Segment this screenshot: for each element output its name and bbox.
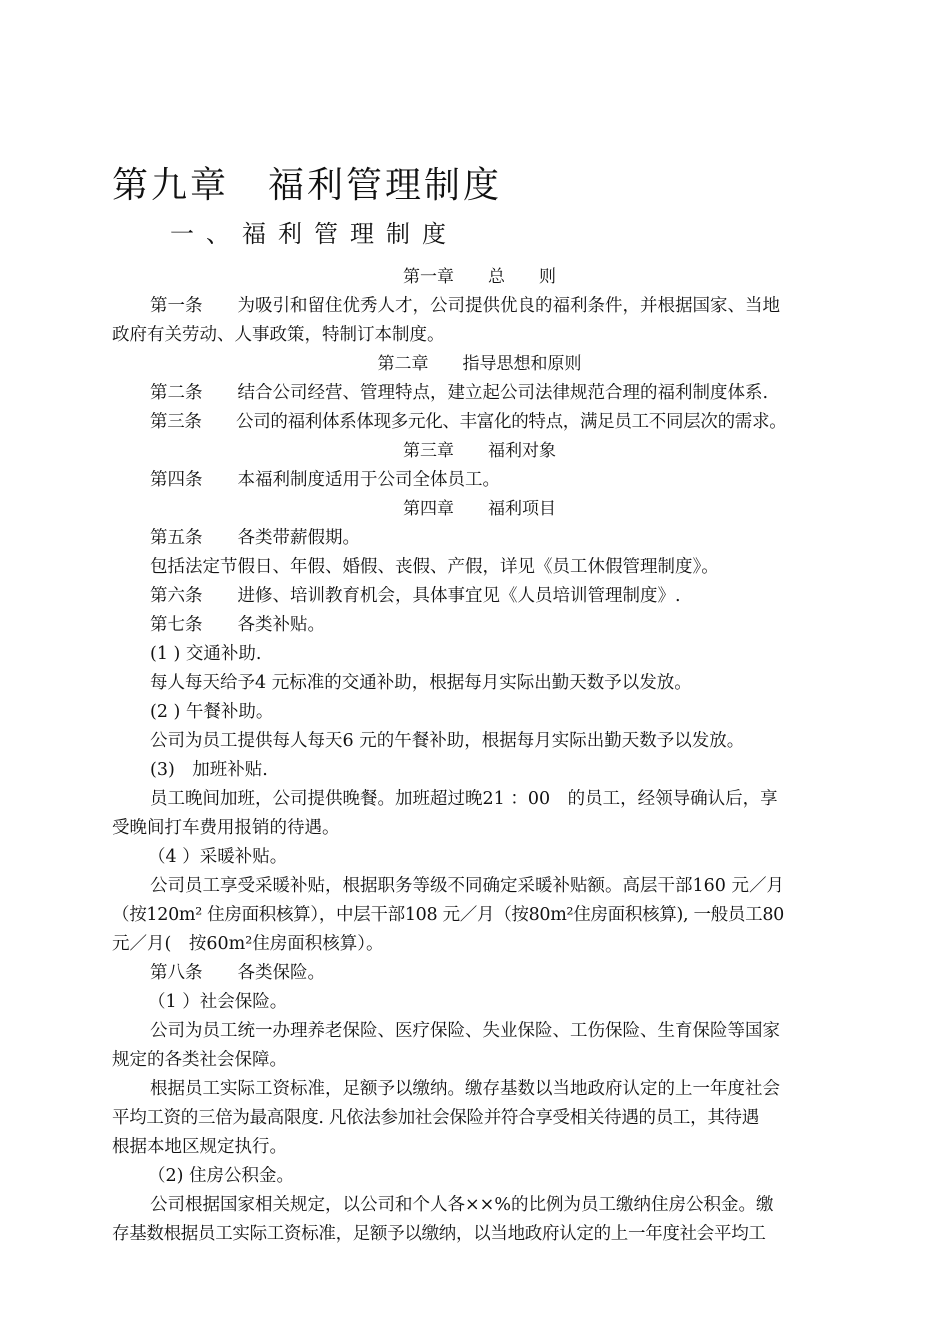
section-title: 一、福利管理制度 xyxy=(170,220,458,248)
article-line: 包括法定节假日、年假、婚假、丧假、产假，详见《员工休假管理制度》。 xyxy=(150,557,719,577)
article-line: （按120m² 住房面积核算），中层干部108 元／月（按80m²住房面积核算), 一般员工80 xyxy=(112,905,784,925)
article-line: 平均工资的三倍为最高限度. 凡依法参加社会保险并符合享受相关待遇的员工，其待遇 xyxy=(112,1108,759,1128)
article-line: 公司为员工统一办理养老保险、医疗保险、失业保险、工伤保险、生育保险等国家 xyxy=(150,1021,780,1041)
article-line: （1 ）社会保险。 xyxy=(148,992,288,1012)
article-line: 政府有关劳动、人事政策，特制订本制度。 xyxy=(112,325,445,345)
article-line: 第三条 公司的福利体系体现多元化、丰富化的特点，满足员工不同层次的需求。 xyxy=(150,412,787,432)
article-line: （2) 住房公积金。 xyxy=(148,1166,295,1186)
document-body xyxy=(112,263,847,1249)
article-line: 第六条 进修、培训教育机会，具体事宜见《人员培训管理制度》. xyxy=(150,586,681,606)
article-line: (2 ) 午餐补助。 xyxy=(150,702,274,722)
article-line: (3) 加班补贴. xyxy=(150,760,268,780)
document-title: 第九章 福利管理制度 xyxy=(112,165,503,206)
article-line: 每人每天给予4 元标准的交通补助，根据每月实际出勤天数予以发放。 xyxy=(150,673,692,693)
article-line: 根据员工实际工资标准，足额予以缴纳。缴存基数以当地政府认定的上一年度社会 xyxy=(150,1079,780,1099)
article-line: 员工晚间加班，公司提供晚餐。加班超过晚21 ：00 的员工，经领导确认后，享 xyxy=(150,789,778,809)
article-line: （4 ）采暖补贴。 xyxy=(148,847,288,867)
chapter-heading: 第三章 福利对象 xyxy=(403,441,556,461)
article-line: 根据本地区规定执行。 xyxy=(112,1137,287,1157)
chapter-heading: 第二章 指导思想和原则 xyxy=(377,354,582,374)
article-line: 第一条 为吸引和留住优秀人才，公司提供优良的福利条件，并根据国家、当地 xyxy=(150,296,780,316)
article-line: 存基数根据员工实际工资标准，足额予以缴纳，以当地政府认定的上一年度社会平均工 xyxy=(112,1224,766,1244)
article-line: 第五条 各类带薪假期。 xyxy=(150,528,360,548)
article-line: 受晚间打车费用报销的待遇。 xyxy=(112,818,340,838)
article-line: 公司为员工提供每人每天6 元的午餐补助，根据每月实际出勤天数予以发放。 xyxy=(150,731,745,751)
article-line: 第七条 各类补贴。 xyxy=(150,615,325,635)
chapter-heading: 第四章 福利项目 xyxy=(403,499,556,519)
article-line: 公司根据国家相关规定，以公司和个人各××%的比例为员工缴纳住房公积金。缴 xyxy=(150,1195,774,1215)
article-line: 第二条 结合公司经营、管理特点，建立起公司法律规范合理的福利制度体系. xyxy=(150,383,769,403)
chapter-heading: 第一章 总 则 xyxy=(403,267,556,287)
article-line: 公司员工享受采暖补贴，根据职务等级不同确定采暖补贴额。高层干部160 元／月 xyxy=(150,876,784,896)
article-line: 规定的各类社会保障。 xyxy=(112,1050,287,1070)
article-line: (1 ) 交通补助. xyxy=(150,644,262,664)
article-line: 第四条 本福利制度适用于公司全体员工。 xyxy=(150,470,500,490)
article-line: 第八条 各类保险。 xyxy=(150,963,325,983)
article-line: 元／月( 按60m²住房面积核算）。 xyxy=(112,934,384,954)
